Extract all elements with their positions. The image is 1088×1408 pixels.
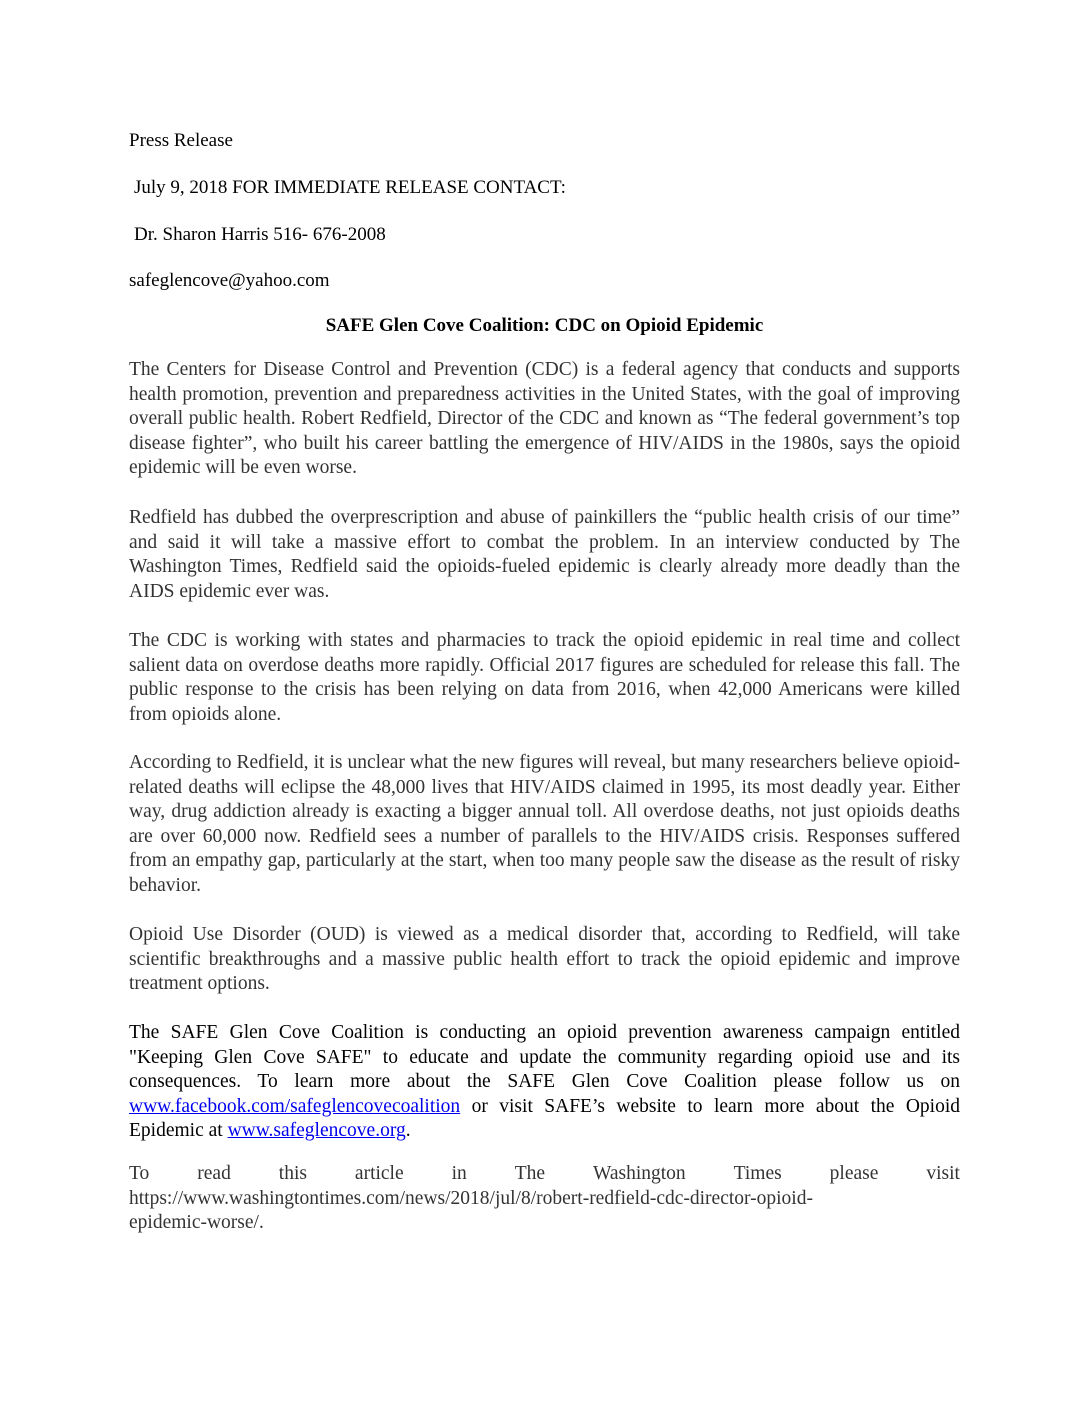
paragraph-cdc-overview: The Centers for Disease Control and Prevention (CDC) is a federal agency that conducts and supports health promotion, prevention and preparedness activities in the United States, with the goal of improving overall public health. Robert Redfield, Director of the CDC and known as “The federal government’s top disease fighter”, who built his career battling the emergence of HIV/AIDS in the 1980s, says the opioid epidemic will be even worse. [129, 359, 960, 478]
visit-word: Times [733, 1163, 782, 1184]
paragraph-article-source [129, 1162, 960, 1236]
paragraph-safe-campaign [129, 1021, 960, 1144]
visit-word: visit [926, 1163, 960, 1184]
visit-word: The [514, 1163, 546, 1184]
paragraph-cdc-tracking: The CDC is working with states and pharmacies to track the opioid epidemic in real time and collect salient data on overdose deaths more rapidly. Official 2017 figures are scheduled for release this fall. The public response to the crisis has been relying on data from 2016, when 42,000 Americans were killed from opioids alone. [129, 630, 960, 725]
page-title: SAFE Glen Cove Coalition: CDC on Opioid Epidemic [325, 315, 764, 336]
contact-email: safeglencove@yahoo.com [129, 270, 330, 291]
contact-line: Dr. Sharon Harris 516- 676-2008 [134, 224, 386, 245]
campaign-text-middle: or visit SAFE’s website to learn more about the Opioid Epidemic at [129, 1095, 960, 1141]
visit-word: To [129, 1163, 150, 1184]
visit-word: please [829, 1163, 879, 1184]
paragraph-public-health-crisis: Redfield has dubbed the overprescription and abuse of painkillers the “public health crisis of our time” and said it will take a massive effort to combat the problem. In an interview conducted by The Washington Times, Redfield said the opioids-fueled epidemic is clearly already more deadly than the AIDS epidemic ever was. [129, 507, 960, 602]
visit-word: read [197, 1163, 231, 1184]
paragraph-oud: Opioid Use Disorder (OUD) is viewed as a medical disorder that, according to Redfield, will take scientific breakthroughs and a massive public health effort to track the opioid epidemic and improve treatment options. [129, 924, 960, 994]
visit-line [129, 1162, 960, 1187]
facebook-link[interactable]: www.facebook.com/safeglencovecoalition [129, 1095, 461, 1117]
visit-word: this [278, 1163, 307, 1184]
article-url-line-1: https://www.washingtontimes.com/news/2018/jul/8/robert-redfield-cdc-director-opioid- [129, 1187, 813, 1209]
article-url-line-2: epidemic-worse/. [129, 1212, 264, 1233]
visit-word: in [451, 1163, 467, 1184]
website-link[interactable]: www.safeglencove.org [227, 1120, 406, 1141]
visit-word: article [354, 1163, 404, 1184]
paragraph-death-figures: According to Redfield, it is unclear what the new figures will reveal, but many researchers believe opioid-related deaths will eclipse the 48,000 lives that HIV/AIDS claimed in 1995, its most deadly year. Either way, drug addiction already is exacting a bigger annual toll. All overdose deaths, not just opioids deaths are over 60,000 now. Redfield sees a number of parallels to the HIV/AIDS crisis. Responses suffered from an empathy gap, particularly at the start, when too many people saw the disease as the result of risky behavior. [129, 752, 960, 896]
campaign-text-end: . [405, 1120, 411, 1141]
press-release-label: Press Release [129, 130, 233, 151]
campaign-text: The SAFE Glen Cove Coalition is conducting an opioid prevention awareness campaign entitled "Keeping Glen Cove SAFE" to educate and update the community regarding opioid use and its consequences. To learn more about the SAFE Glen Cove Coalition please follow us on [129, 1022, 960, 1092]
visit-word: Washington [593, 1163, 686, 1184]
release-date-line: July 9, 2018 FOR IMMEDIATE RELEASE CONTACT: [134, 177, 566, 198]
